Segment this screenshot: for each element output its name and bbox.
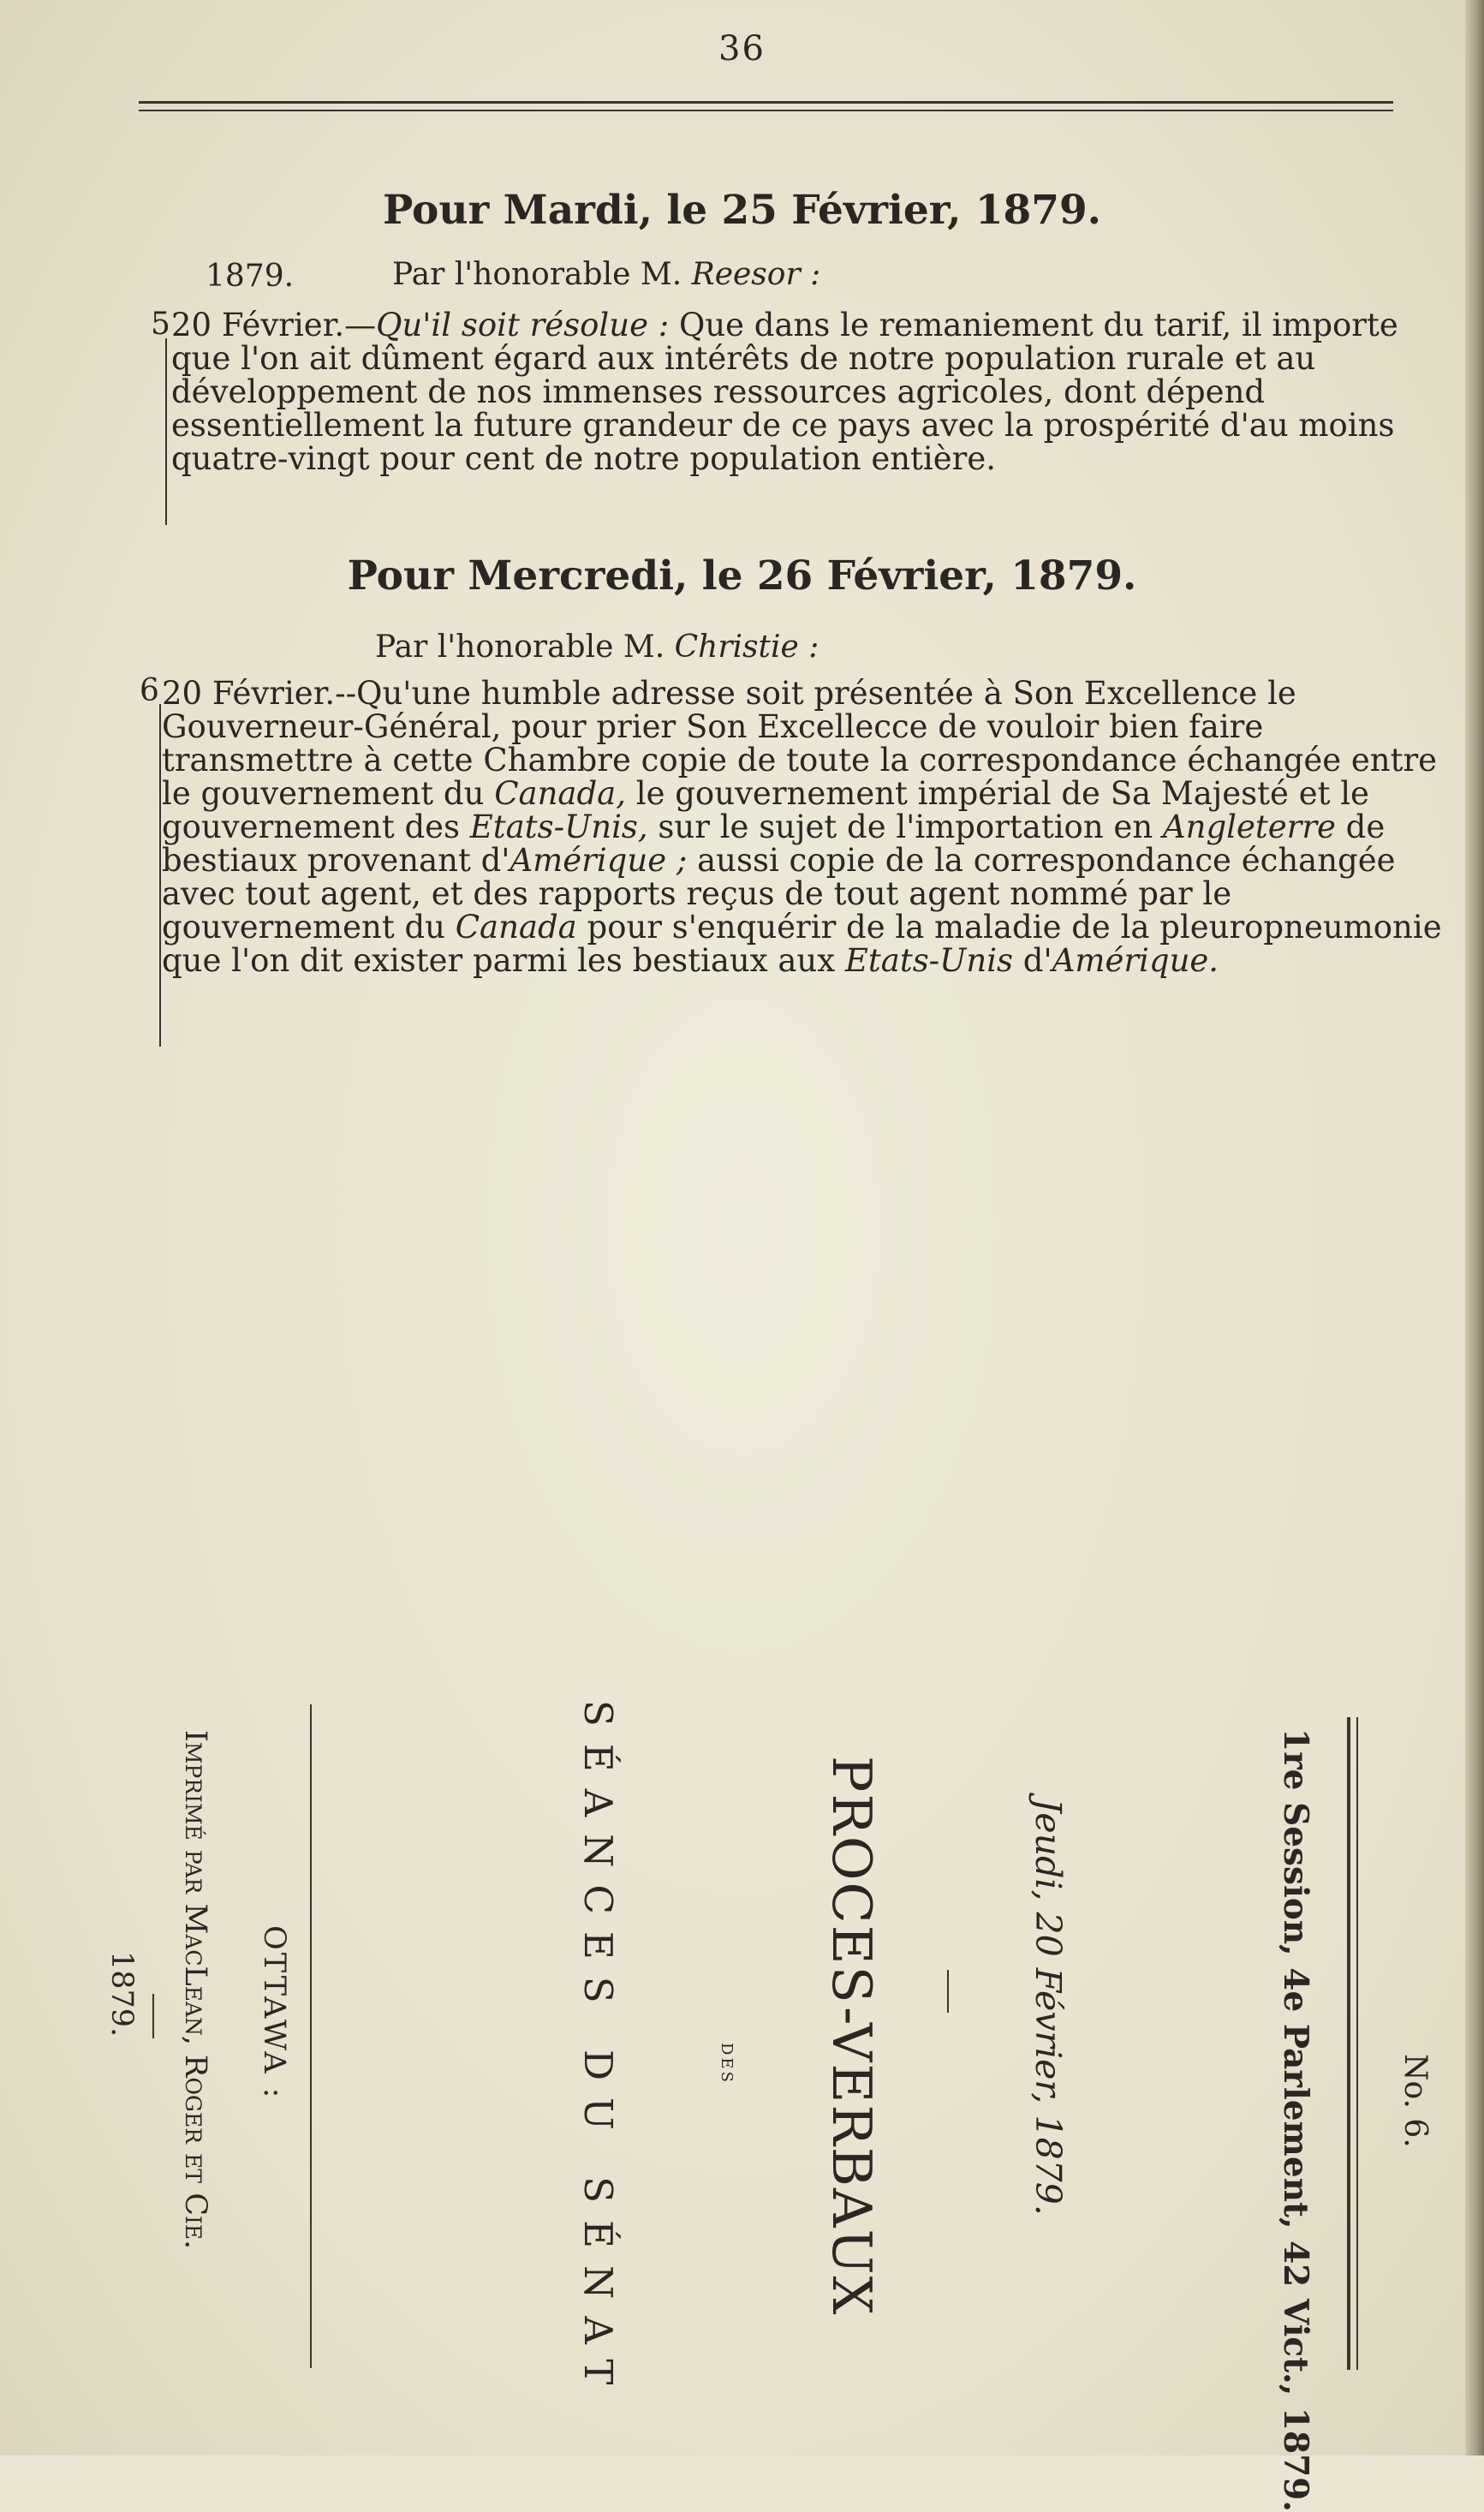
section2-date: 20 Février.-- xyxy=(162,675,357,712)
section2-italic-6: Etats-Unis xyxy=(844,942,1014,979)
section1-motion xyxy=(171,307,1450,477)
section2-heading: Pour Mercredi, le 26 Février, 1879. xyxy=(347,552,1137,600)
cover-place: OTTAWA : xyxy=(257,1925,291,2101)
cover-subtitle: SÉANCES DU SÉNAT xyxy=(575,1700,621,2402)
section2-italic-7: Amérique. xyxy=(1052,942,1219,979)
section2-motion xyxy=(162,675,1445,979)
section2-text-3: sur le sujet de l'importation en xyxy=(647,808,1163,845)
cover-year: 1879. xyxy=(104,1951,139,2038)
cover-rule-thin xyxy=(1356,1717,1358,2370)
section2-italic-3: Angleterre xyxy=(1162,808,1336,845)
cover-title: PROCES-VERBAUX xyxy=(820,1756,883,2317)
section2-text-1: Qu'une humble adresse soit présentée à Son Excellence le Gouverneur-Général, pour prier Son Excellecce de vouloir bien faire transmettre à cette Chambre copie de toute la correspondance échangée entre le gouvernement du xyxy=(162,675,1438,812)
section2-text-7: d' xyxy=(1013,942,1052,979)
section1-motion-lead: Qu'il soit résolue : xyxy=(376,307,670,343)
section2-mover xyxy=(375,629,819,665)
section2-text-5: aussi copie de la correspondance échangée avec tout agent, et des rapports reçus de tout agent nommé par le gouvernement du xyxy=(162,842,1396,946)
cover-printer: Imprimé par MacLean, Roger et Cie. xyxy=(178,1730,212,2250)
section2-text-2: le gouvernement impérial de Sa Majesté et le gouvernement des xyxy=(162,775,1369,845)
cover-des: DES xyxy=(718,2043,736,2085)
section2-text-6: pour s'enquérir de la maladie de la pleuropneumonie que l'on dit exister parmi les bestiaux aux xyxy=(162,909,1442,979)
section2-italic-5: Canada xyxy=(455,909,577,946)
section2-italic-4: Amérique ; xyxy=(510,842,688,879)
section1-motion-body: Que dans le remaniement du tarif, il importe que l'on ait dûment égard aux intérêts de notre population rurale et au développement de nos immenses ressources agricoles, dont dépend essentiellement la future grandeur de ce pays avec la prospérité d'au moins quatre-vingt pour cent de notre population entière. xyxy=(171,307,1398,477)
page-edge-shadow xyxy=(1465,0,1484,2455)
section2-text-4: de bestiaux provenant d' xyxy=(162,808,1386,879)
section2-mover-name: Christie : xyxy=(674,629,819,665)
section1-margin-line xyxy=(165,338,167,525)
cover-date: Jeudi, 20 Février, 1879. xyxy=(1028,1799,1069,2216)
section2-mover-prefix: Par l'honorable M. xyxy=(375,629,665,665)
section2-number: 6 xyxy=(140,673,159,708)
cover-session: 1re Session, 4e Parlement, 42 Vict., 1879. xyxy=(1276,1728,1315,2512)
section2-margin-line xyxy=(159,704,161,1047)
section1-mover xyxy=(392,257,820,292)
cover-year-rule xyxy=(152,1994,154,2038)
section1-date: 20 Février.— xyxy=(171,307,377,343)
cover-number: No. 6. xyxy=(1398,2054,1433,2148)
header-rule-thin xyxy=(139,110,1393,111)
page-number: 36 xyxy=(718,29,766,69)
cover-date-rule xyxy=(947,1970,949,2013)
section1-mover-name: Reesor : xyxy=(691,257,821,292)
section1-mover-prefix: Par l'honorable M. xyxy=(392,257,682,292)
section2-motion-text xyxy=(162,677,1445,977)
cover-rule-thick xyxy=(1347,1717,1350,2370)
section2-italic-1: Canada, xyxy=(494,775,626,812)
section1-number: 5 xyxy=(151,307,170,342)
section1-heading: Pour Mardi, le 25 Février, 1879. xyxy=(382,187,1102,234)
section2-italic-2: Etats-Unis, xyxy=(469,808,648,845)
section1-year: 1879. xyxy=(206,259,295,294)
header-rule-thick xyxy=(139,101,1393,104)
section1-motion-text xyxy=(171,308,1450,475)
cover-bottom-rule xyxy=(310,1704,312,2368)
